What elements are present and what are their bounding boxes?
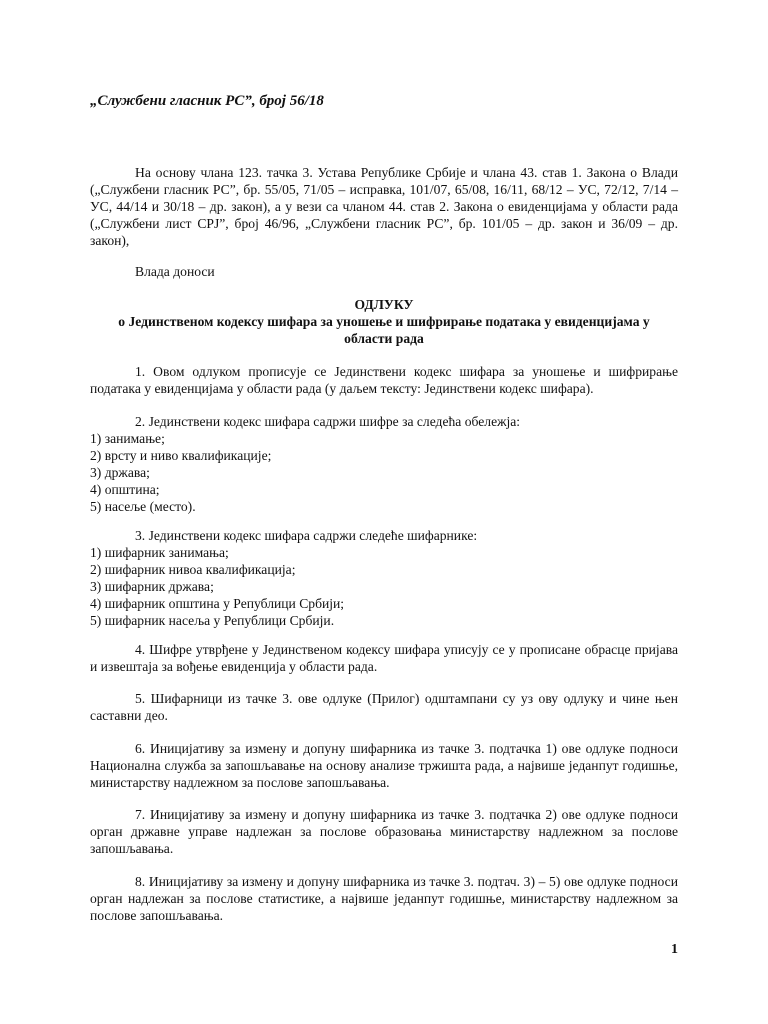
list-item: 5) шифарник насеља у Републици Србији. — [90, 613, 335, 628]
section-3-list — [90, 544, 678, 629]
list-item: 3) држава; — [90, 465, 150, 480]
decision-heading: ОДЛУКУ — [354, 297, 414, 312]
section-1-paragraph: 1. Овом одлуком прописује се Јединствени кодекс шифара за уношење и шифрирање података у евиденцијама у области рада (у даљем тексту: Јединствени кодекс шифара). — [90, 364, 678, 396]
section-8-paragraph: 8. Иницијативу за измену и допуну шифарника из тачке 3. подтач. 3) – 5) ове одлуке подноси орган надлежан за послове статистике, а највише једанпут годишње, министарству надлежном за послове запошљавања. — [90, 874, 678, 923]
decision-subtitle-line-1: о Јединственом кодексу шифара за уношење и шифрирање података у евиденцијама у — [118, 314, 650, 329]
decision-title-block — [90, 296, 678, 347]
list-item: 5) насеље (место). — [90, 499, 196, 514]
decision-subtitle-line-2: области рада — [344, 331, 424, 346]
list-item: 1) шифарник занимања; — [90, 545, 229, 560]
list-item: 4) општина; — [90, 482, 160, 497]
section-5-paragraph: 5. Шифарници из тачке 3. ове одлуке (Прилог) одштампани су уз ову одлуку и чине њен саставни део. — [90, 691, 678, 723]
list-item: 2) шифарник нивоа квалификација; — [90, 562, 296, 577]
list-item: 1) занимање; — [90, 431, 165, 446]
list-item: 2) врсту и ниво квалификације; — [90, 448, 272, 463]
section-2-list — [90, 430, 678, 515]
section-3-intro: 3. Јединствени кодекс шифара садржи следеће шифарнике: — [135, 528, 478, 543]
section-2-intro: 2. Јединствени кодекс шифара садржи шифре за следећа обележја: — [135, 414, 521, 429]
section-6-paragraph: 6. Иницијативу за измену и допуну шифарника из тачке 3. подтачка 1) ове одлуке подноси Национална служба за запошљавање на основу анализе тржишта рада, а највише једанпут годишње, министарству надлежном за послове запошљавања. — [90, 741, 678, 790]
preamble-paragraph: На основу члана 123. тачка 3. Устава Републике Србије и члана 43. став 1. Закона о Влади („Службени гласник РС”, бр. 55/05, 71/05 – исправка, 101/07, 65/08, 16/11, 68/12 – УС, 72/12, 7/14 – УС, 44/14 и 30/18 – др. закон), а у вези са чланом 44. став 2. Закона о евиденцијама у области рада („Службени лист СРЈ”, број 46/96, „Службени гласник РС”, бр. 101/05 – др. закон и 36/09 – др. закон), — [90, 165, 678, 248]
document-page — [90, 0, 678, 1024]
list-item: 3) шифарник држава; — [90, 579, 214, 594]
gazette-reference: „Службени гласник РС”, број 56/18 — [90, 93, 324, 109]
section-7-paragraph: 7. Иницијативу за измену и допуну шифарника из тачке 3. подтачка 2) ове одлуке подноси орган државне управе надлежан за послове образовања министарству надлежном за послове запошљавања. — [90, 807, 678, 856]
page-number: 1 — [671, 942, 678, 957]
list-item: 4) шифарник општина у Републици Србији; — [90, 596, 345, 611]
section-4-paragraph: 4. Шифре утврђене у Јединственом кодексу шифара уписују се у прописане обрасце пријава и извештаја за вођење евиденција у области рада. — [90, 642, 678, 674]
government-adopts-line: Влада доноси — [135, 264, 215, 279]
